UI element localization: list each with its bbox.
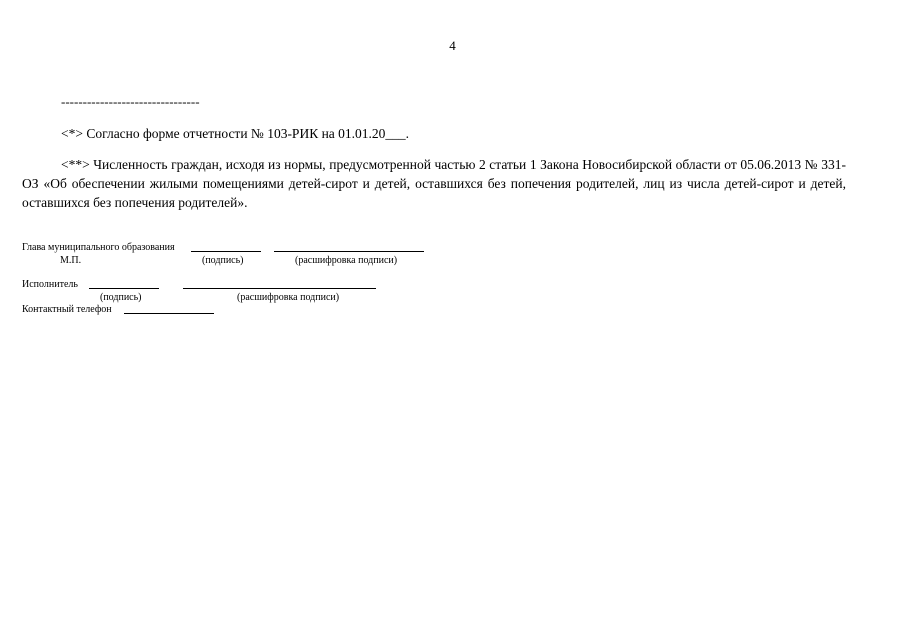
head-signature-line [191,251,261,252]
head-sign-caption: (подпись) [202,255,244,266]
head-decode-line [274,251,424,252]
executor-signature-line [89,288,159,289]
footnote-2: <**> Численность граждан, исходя из нормы, предусмотренной частью 2 статьи 1 Закона Новосибирской области от 05.06.2013 № 331-ОЗ «Об обеспечении жилыми помещениями детей-сирот и детей, оставшихся без попечения родителей, лиц из числа детей-сирот и детей, оставшихся без попечения родителей». [22,157,846,210]
page-number: 4 [449,38,456,53]
executor-label: Исполнитель [22,279,78,290]
footnote-separator: -------------------------------- [61,94,200,109]
phone-label: Контактный телефон [22,304,112,315]
phone-line [124,313,214,314]
footnote-1: <*> Согласно форме отчетности № 103-РИК на 01.01.20___. [61,126,410,141]
head-label: Глава муниципального образования [22,242,175,253]
head-decode-caption: (расшифровка подписи) [295,255,398,266]
executor-sign-caption: (подпись) [100,292,142,303]
executor-decode-line [183,288,376,289]
executor-decode-caption: (расшифровка подписи) [237,292,340,303]
mp-label: М.П. [60,255,82,266]
